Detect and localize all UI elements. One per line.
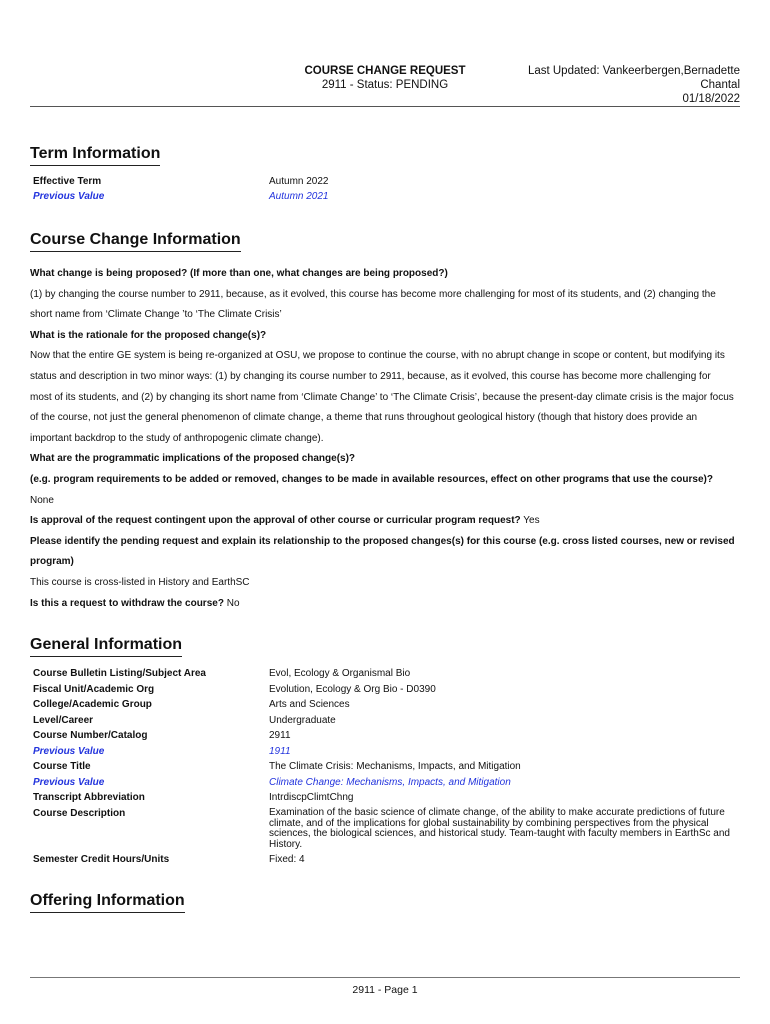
- last-updated-date: 01/18/2022: [682, 93, 740, 105]
- section-offering-information: Offering Information: [30, 892, 185, 913]
- general-info-value: IntrdiscpClimtChng: [269, 792, 354, 803]
- previous-value: Climate Change: Mechanisms, Impacts, and Mitigation: [269, 776, 511, 788]
- general-info-label: Course Number/Catalog: [33, 730, 148, 741]
- footer-divider: [30, 977, 740, 978]
- general-info-value: 2911: [269, 730, 291, 741]
- question-contingent-approval: Is approval of the request contingent upon the approval of other course or curricular program request?: [30, 515, 521, 527]
- general-info-label: Transcript Abbreviation: [33, 792, 145, 803]
- general-info-label: Level/Career: [33, 714, 94, 726]
- withdraw-row: [30, 594, 740, 615]
- previous-value-label: Previous Value: [33, 745, 105, 757]
- general-info-label: Course Description: [33, 807, 126, 819]
- question-pending-request-1: Please identify the pending request and explain its relationship to the proposed changes(s) for this course (e.g. cross listed courses, new or revised: [30, 535, 735, 547]
- course-description-line: climate, and of the implications for global sustainability by combining perspectives from the physical: [269, 817, 709, 829]
- general-info-value: Arts and Sciences: [269, 699, 350, 710]
- previous-value: 1911: [269, 745, 291, 757]
- answer-contingent-approval: Yes: [523, 515, 540, 527]
- general-info-value: Undergraduate: [269, 714, 336, 726]
- answer-proposed-change-1: (1) by changing the course number to 2911, because, as it evolved, this course has become more challenging for most of its students, and (2) changing the: [30, 288, 716, 300]
- question-withdraw: Is this a request to withdraw the course?: [30, 597, 224, 609]
- section-course-change-information: Course Change Information: [30, 231, 241, 252]
- course-description-line: Examination of the basic science of climate change, of the ability to make accurate predictions of future: [269, 807, 725, 818]
- answer-withdraw: No: [226, 597, 240, 609]
- general-info-value: The Climate Crisis: Mechanisms, Impacts, and Mitigation: [269, 761, 521, 772]
- question-proposed-change: What change is being proposed? (If more than one, what changes are being proposed?): [30, 268, 448, 279]
- question-pending-request-2: program): [30, 556, 74, 568]
- general-info-label: College/Academic Group: [33, 699, 152, 710]
- answer-rationale-3: most of its students, and (2) by changing its short name from ‘Climate Change’ to ‘The Climate Crisis’, because the present-day climate crisis is the major focus: [30, 391, 734, 403]
- last-updated-line2: Chantal: [700, 79, 740, 91]
- document-header: [290, 64, 480, 92]
- answer-pending-request: This course is cross-listed in History and EarthSC: [30, 576, 250, 588]
- answer-programmatic-implications: None: [30, 494, 54, 506]
- section-term-information: Term Information: [30, 145, 160, 166]
- general-info-label: Course Bulletin Listing/Subject Area: [33, 668, 206, 679]
- section-general-information: General Information: [30, 636, 182, 657]
- request-status: 2911 - Status: PENDING: [321, 79, 449, 91]
- answer-rationale-1: Now that the entire GE system is being re-organized at OSU, we propose to continue the course, with no abrupt change in scope or content, but modifying its: [30, 350, 725, 362]
- answer-rationale-4: of the course, not just the general phenomenon of climate change, a theme that runs throughout geological history (though that history does provide an: [30, 412, 698, 424]
- question-programmatic-implications: What are the programmatic implications of the proposed change(s)?: [30, 453, 356, 465]
- contingent-approval-row: [30, 511, 740, 532]
- change-questions: [30, 264, 740, 614]
- last-updated-line1: Last Updated: Vankeerbergen,Bernadette: [527, 65, 740, 77]
- course-description-line: History.: [269, 838, 303, 850]
- answer-rationale-2: status and description in two minor ways: (1) by changing its course number to 2911, because, as it evolved, this course has become more challenging for: [30, 370, 711, 382]
- effective-term-value: Autumn 2022: [269, 176, 329, 187]
- general-info-label: Fiscal Unit/Academic Org: [33, 683, 155, 695]
- previous-term-value: Autumn 2021: [269, 191, 329, 202]
- answer-rationale-5: important backdrop to the study of anthropogenic climate change).: [30, 432, 324, 444]
- last-updated: [480, 64, 740, 106]
- previous-value-label: Previous Value: [33, 776, 105, 788]
- general-info-value: Evolution, Ecology & Org Bio - D0390: [269, 683, 436, 695]
- previous-term-label: Previous Value: [33, 191, 105, 202]
- answer-proposed-change-2: short name from ‘Climate Change ’to ‘The Climate Crisis’: [30, 309, 282, 321]
- credit-hours-value: Fixed: 4: [269, 854, 305, 865]
- page-number: 2911 - Page 1: [352, 984, 418, 996]
- effective-term-label: Effective Term: [33, 176, 102, 187]
- course-description-value: [269, 808, 741, 850]
- credit-hours-label: Semester Credit Hours/Units: [33, 854, 170, 865]
- general-info-value: Evol, Ecology & Organismal Bio: [269, 668, 411, 679]
- question-rationale: What is the rationale for the proposed change(s)?: [30, 329, 267, 341]
- general-info-label: Course Title: [33, 761, 91, 772]
- header-divider: [30, 106, 740, 107]
- document-title: COURSE CHANGE REQUEST: [304, 65, 466, 77]
- course-description-line: sciences, the biological sciences, and historical study. Team-taught with faculty members in EarthSc and: [269, 828, 730, 839]
- question-programmatic-implications-detail: (e.g. program requirements to be added or removed, changes to be made in available resources, effect on other programs that use the course)?: [30, 473, 713, 485]
